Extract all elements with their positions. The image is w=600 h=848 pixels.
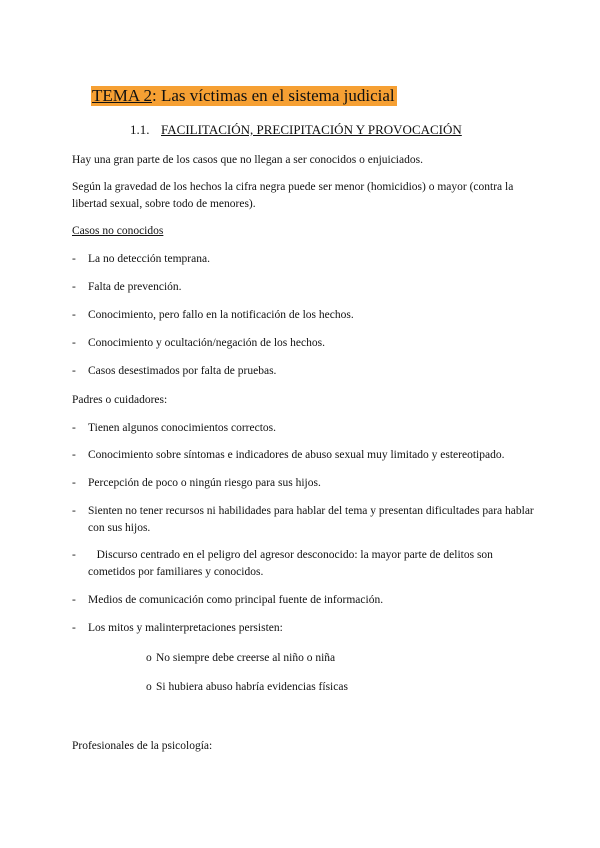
section-title: FACILITACIÓN, PRECIPITACIÓN Y PROVOCACIÓN xyxy=(161,122,462,137)
page-title xyxy=(91,86,397,106)
sub-list-item: o No siempre debe creerse al niño o niña xyxy=(146,652,336,664)
section-number: 1.1. xyxy=(130,122,150,137)
intro-paragraph-2: Según la gravedad de los hechos la cifra negra puede ser menor (homicidios) o mayor (contra la libertad sexual, sobre todo de menores). xyxy=(72,181,514,210)
parents-heading: Padres o cuidadores: xyxy=(72,394,168,406)
professionals-heading: Profesionales de la psicología: xyxy=(72,740,213,752)
title-rest: : Las víctimas en el sistema judicial xyxy=(151,86,395,105)
title-topic: TEMA 2 xyxy=(92,86,152,105)
document-page: TEMA 2: Las víctimas en el sistema judicial 1.1. FACILITACIÓN, PRECIPITACIÓN Y PROVOCACIÓN Hay una gran parte de los casos que no llegan a ser conocidos o enjuiciados. Según la gravedad de los hechos la cifra negra puede ser menor (homicidios) o mayor (contra la libertad sexual, sobre todo de menores). Casos no conocidos - La no detección temprana. - Falta de prevención. - Conocimiento, pero fallo en la notificación de los hechos. - Conocimiento y ocultación/negación de los hechos. - Casos desestimados por falta de pruebas. Padres o cuidadores: - Tienen algunos conocimientos correctos. - Conocimiento sobre síntomas e indicadores de abuso sexual muy limitado y estereotipado. - Percepción de poco o ningún riesgo para sus hijos. - Sienten no tener recursos ni habilidades para hablar del tema y presentan dificultades para hablar con sus hijos. - Discurso centrado en el peligro del agresor desconocido: la mayor parte de delitos son cometidos por familiares y conocidos. - Medios de comunicación como principal fuente de información. - Los mitos y malinterpretaciones persisten: o No siempre debe creerse al niño o niña o Si hubiera abuso habría evidencias físicas Profesionales de la psicología: xyxy=(0,0,600,848)
section-heading xyxy=(130,122,462,138)
unknown-cases-heading: Casos no conocidos xyxy=(72,225,164,237)
intro-paragraph-1: Hay una gran parte de los casos que no llegan a ser conocidos o enjuiciados. xyxy=(72,154,423,166)
sub-list-item: o Si hubiera abuso habría evidencias físicas xyxy=(146,681,348,693)
